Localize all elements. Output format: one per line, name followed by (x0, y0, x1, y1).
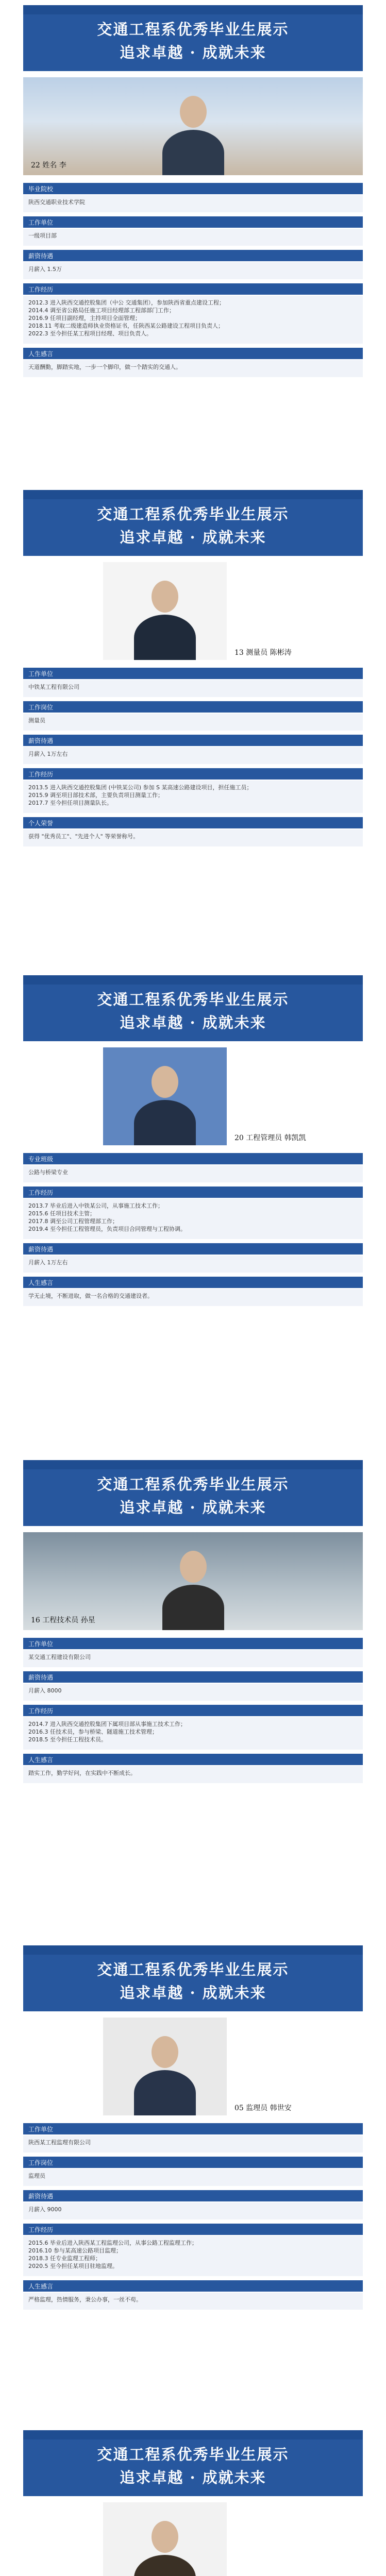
section-line: 2015.6 任项目技术主管； (28, 1210, 95, 1217)
banner-title: 交通工程系优秀毕业生展示 (97, 1476, 289, 1493)
section-heading-label: 工作岗位 (28, 2159, 54, 2166)
section-heading (23, 1243, 363, 1255)
person-caption: 13 测量员 陈彬涛 (234, 649, 292, 657)
section-text (28, 2139, 358, 2146)
banner-slogan: 追求卓越 · 成就未来 (120, 1014, 266, 1031)
section-line: 2016.9 任项目副经理，主持项目全面管理； (28, 315, 141, 321)
section-line: 月薪入 9000 (28, 2206, 62, 2213)
section-body (23, 2202, 363, 2219)
banner-stripe (23, 5, 363, 14)
section-heading (23, 1754, 363, 1765)
banner-slogan: 追求卓越 · 成就未来 (120, 1984, 266, 2002)
section-heading (23, 1705, 363, 1716)
section-body (23, 680, 363, 697)
person-figure-head (152, 2521, 178, 2553)
banner-title: 交通工程系优秀毕业生展示 (97, 505, 289, 523)
section-line: 2020.5 至今担任某项目驻地监理。 (28, 2263, 118, 2269)
section-body (23, 296, 363, 344)
section-line: 获得 "优秀员工"、"先进个人" 等荣誉称号。 (28, 833, 139, 840)
section-heading-label: 人生感言 (28, 1756, 54, 1764)
section-text (28, 299, 358, 337)
section-body (23, 195, 363, 212)
person-block (0, 975, 386, 1454)
person-figure-body (134, 615, 196, 660)
section-line: 陕西某工程监理有限公司 (28, 2139, 91, 2146)
section-line: 陕西交通职业技术学院 (28, 199, 85, 206)
person-figure-head (152, 1066, 178, 1098)
person-block (0, 490, 386, 969)
section-text (28, 1769, 358, 1777)
section-body (23, 1766, 363, 1783)
banner-stripe (23, 1460, 363, 1469)
person-figure-head (180, 96, 207, 128)
banner-slogan: 追求卓越 · 成就未来 (120, 2469, 266, 2486)
section-heading (23, 348, 363, 359)
section-body (23, 2169, 363, 2186)
section-line: 2017.8 调至公司工程管理部工作； (28, 1218, 118, 1225)
section-line: 天道酬勤，脚踏实地，一步一个脚印，做一个踏实的交通人。 (28, 364, 181, 370)
person-figure-body (162, 130, 224, 175)
section-text (28, 1168, 358, 1176)
section-text (28, 363, 358, 371)
title-banner (23, 490, 363, 556)
section-line: 2014.7 进入陕西交通控股集团下属项目部从事施工技术工作； (28, 1721, 186, 1727)
section-line: 月薪入 1万左右 (28, 751, 68, 757)
section-line: 2015.9 调至项目部技术部，主要负责项目测量工作； (28, 792, 163, 799)
section-body (23, 360, 363, 377)
section-heading (23, 1187, 363, 1198)
section-body (23, 747, 363, 764)
banner-title: 交通工程系优秀毕业生展示 (97, 1961, 289, 1978)
section-line: 一级项目部 (28, 232, 57, 239)
section-heading-label: 工作经历 (28, 1189, 54, 1196)
section-heading-label: 人生感言 (28, 2283, 54, 2290)
section-heading-label: 毕业院校 (28, 185, 54, 193)
section-body (23, 1684, 363, 1701)
section-line: 2018.11 考取二级建造师执业资格证书，任陕西某公路建设工程项目负责人； (28, 323, 224, 329)
section-heading (23, 2280, 363, 2292)
section-text (28, 784, 358, 807)
section-heading-label: 人生感言 (28, 1279, 54, 1286)
section-heading (23, 1277, 363, 1288)
section-heading-label: 人生感言 (28, 350, 54, 358)
section-heading (23, 1153, 363, 1164)
section-heading (23, 2224, 363, 2235)
person-figure-body (134, 2555, 196, 2576)
section-body (23, 1717, 363, 1750)
section-text (28, 2172, 358, 2180)
section-text (28, 1653, 358, 1661)
title-banner (23, 1460, 363, 1526)
section-heading-label: 工作单位 (28, 670, 54, 677)
section-heading-label: 工作单位 (28, 2126, 54, 2133)
section-heading (23, 250, 363, 261)
person-figure-head (180, 1551, 207, 1583)
section-body (23, 781, 363, 813)
section-line: 月薪入 1.5万 (28, 266, 62, 273)
section-heading-label: 薪资待遇 (28, 252, 54, 260)
section-line: 公路与桥梁专业 (28, 1169, 68, 1176)
section-heading (23, 2157, 363, 2168)
section-line: 踏实工作，勤学好问，在实践中不断成长。 (28, 1770, 136, 1776)
section-heading (23, 1671, 363, 1683)
person-caption: 20 工程管理员 韩凯凯 (234, 1134, 306, 1142)
section-heading-label: 薪资待遇 (28, 1674, 54, 1681)
section-line: 某交通工程建设有限公司 (28, 1654, 91, 1660)
section-text (28, 1292, 358, 1300)
section-text (28, 683, 358, 691)
section-heading (23, 2123, 363, 2134)
section-heading-label: 工作岗位 (28, 704, 54, 711)
section-heading-label: 薪资待遇 (28, 1246, 54, 1253)
section-line: 2019.4 至今担任工程管理员，负责项目合同管理与工程协调。 (28, 1226, 186, 1232)
person-photo (23, 77, 363, 175)
title-banner (23, 2430, 363, 2496)
section-body (23, 1165, 363, 1182)
section-text (28, 2296, 358, 2303)
section-line: 2018.3 任专业监理工程师； (28, 2255, 101, 2262)
section-heading (23, 735, 363, 746)
section-heading-label: 薪资待遇 (28, 737, 54, 744)
section-heading (23, 283, 363, 295)
section-heading-label: 工作经历 (28, 286, 54, 293)
section-heading-label: 工作单位 (28, 1640, 54, 1648)
person-photo (103, 2018, 227, 2115)
banner-stripe (23, 975, 363, 985)
section-body (23, 1289, 363, 1306)
person-photo (103, 1047, 227, 1145)
section-heading (23, 2190, 363, 2201)
person-figure-body (134, 1100, 196, 1145)
section-text (28, 750, 358, 758)
banner-slogan: 追求卓越 · 成就未来 (120, 529, 266, 546)
section-heading (23, 768, 363, 779)
section-body (23, 1256, 363, 1273)
section-line: 中铁某工程有限公司 (28, 684, 79, 690)
section-line: 2017.7 至今担任项目测量队长。 (28, 800, 112, 806)
section-line: 2022.3 至今担任某工程项目经理、项目负责人。 (28, 330, 152, 337)
section-heading (23, 668, 363, 679)
section-heading-label: 个人荣誉 (28, 820, 54, 827)
section-heading (23, 216, 363, 228)
section-heading-label: 薪资待遇 (28, 2193, 54, 2200)
banner-stripe (23, 1945, 363, 1955)
person-block (0, 1460, 386, 1939)
section-body (23, 829, 363, 846)
person-figure-body (134, 2070, 196, 2115)
section-text (28, 2206, 358, 2213)
section-line: 2018.5 至今担任工程技术员。 (28, 1736, 107, 1743)
section-body (23, 714, 363, 731)
banner-slogan: 追求卓越 · 成就未来 (120, 1499, 266, 1516)
person-figure-body (162, 1585, 224, 1630)
section-body (23, 262, 363, 279)
banner-stripe (23, 2430, 363, 2439)
section-text (28, 1202, 358, 1233)
section-text (28, 232, 358, 240)
title-banner (23, 5, 363, 71)
banner-title: 交通工程系优秀毕业生展示 (97, 2446, 289, 2463)
section-heading-label: 工作经历 (28, 2226, 54, 2233)
section-line: 2015.6 毕业后进入陕西某工程监理公司，从事公路工程监理工作； (28, 2240, 197, 2246)
section-line: 2016.10 参与某高速公路项目监理； (28, 2247, 122, 2254)
section-heading-label: 专业班级 (28, 1156, 54, 1163)
section-heading (23, 701, 363, 713)
section-body (23, 2236, 363, 2276)
section-text (28, 198, 358, 206)
section-heading (23, 817, 363, 828)
person-figure-head (152, 581, 178, 613)
section-heading (23, 1638, 363, 1649)
title-banner (23, 975, 363, 1041)
section-heading-label: 工作经历 (28, 771, 54, 778)
section-line: 月薪入 1万左右 (28, 1259, 68, 1266)
section-heading-label: 工作经历 (28, 1707, 54, 1715)
section-line: 测量员 (28, 717, 45, 724)
section-text (28, 2239, 358, 2270)
section-heading (23, 183, 363, 194)
banner-slogan: 追求卓越 · 成就未来 (120, 44, 266, 61)
section-body (23, 2293, 363, 2310)
person-block (0, 5, 386, 484)
section-body (23, 1199, 363, 1239)
banner-title: 交通工程系优秀毕业生展示 (97, 21, 289, 38)
section-line: 2013.5 进入陕西交通控股集团 (中铁某公司) 参加 S 某高速公路建设项目，担任施工员； (28, 784, 253, 791)
section-body (23, 229, 363, 246)
section-line: 严格监理，热情服务，秉公办事，一丝不苟。 (28, 2296, 142, 2303)
section-text (28, 1259, 358, 1266)
person-caption: 16 工程技术员 孙星 (31, 1616, 95, 1624)
section-text (28, 1687, 358, 1694)
person-figure-head (152, 2036, 178, 2068)
person-caption: 05 监理员 韩世安 (234, 2104, 292, 2112)
person-block (0, 1945, 386, 2424)
section-line: 2012.3 进入陕西交通控股集团（中公 交通集团），参加陕西省重点建设工程； (28, 299, 225, 306)
section-line: 月薪入 8000 (28, 1687, 62, 1694)
person-block (0, 2430, 386, 2576)
section-text (28, 265, 358, 273)
person-photo (103, 562, 227, 660)
section-line: 2014.4 调至省公路局任施工项目经理部工程部部门工作； (28, 307, 175, 314)
section-text (28, 717, 358, 724)
title-banner (23, 1945, 363, 2011)
section-text (28, 1720, 358, 1743)
banner-title: 交通工程系优秀毕业生展示 (97, 991, 289, 1008)
section-line: 2013.7 毕业后进入中铁某公司，从事施工技术工作； (28, 1202, 163, 1209)
section-line: 2016.3 任技术员，参与桥梁、隧道施工技术管理； (28, 1728, 158, 1735)
section-text (28, 833, 358, 840)
person-photo (103, 2502, 227, 2576)
section-heading-label: 工作单位 (28, 219, 54, 226)
section-body (23, 1650, 363, 1667)
section-line: 监理员 (28, 2173, 45, 2179)
section-line: 学无止境，不断进取，做一名合格的交通建设者。 (28, 1293, 153, 1299)
banner-stripe (23, 490, 363, 499)
section-body (23, 2136, 363, 2153)
person-caption: 22 姓名 李 (31, 161, 66, 170)
